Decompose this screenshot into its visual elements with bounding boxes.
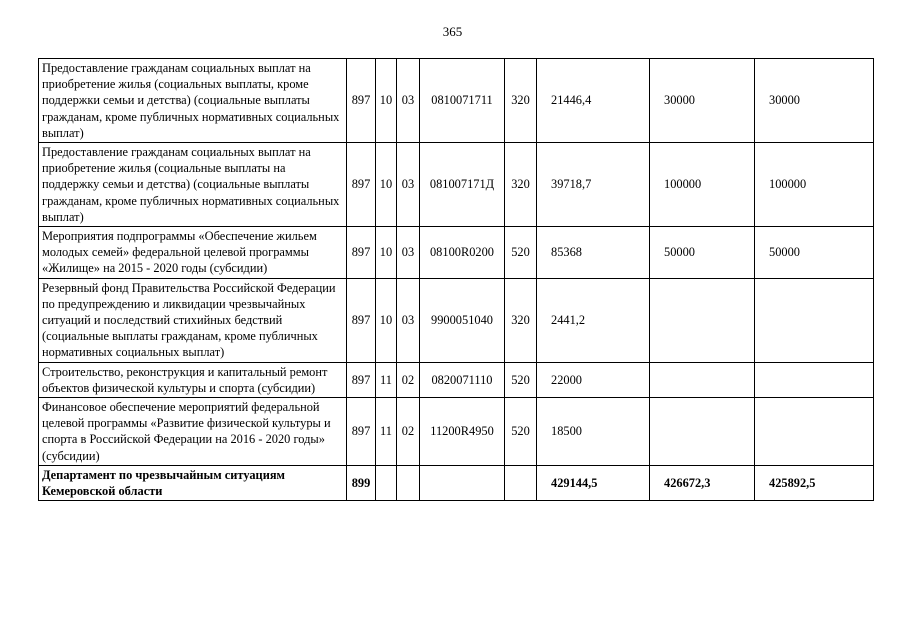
table-row: [39, 143, 874, 227]
cell-subsection: 02: [397, 362, 420, 397]
cell-amount-1: 21446,4: [537, 59, 650, 143]
cell-ministry: 897: [347, 398, 376, 466]
cell-target: [420, 465, 505, 500]
cell-name: Резервный фонд Правительства Российской Федерации по предупреждению и ликвидации чрезвычайных ситуаций и последствий стихийных бедствий (социальные выплаты гражданам, кроме публичных нормативных социальных выплат): [39, 278, 347, 362]
cell-amount-1: 39718,7: [537, 143, 650, 227]
cell-section: 10: [376, 143, 397, 227]
page-number: 365: [442, 24, 463, 39]
table-row: [39, 278, 874, 362]
cell-name: Предоставление гражданам социальных выплат на приобретение жилья (социальные выплаты на поддержку семьи и детства) (социальные выплаты гражданам, кроме публичных нормативных социальных выплат): [39, 143, 347, 227]
cell-amount-1: 22000: [537, 362, 650, 397]
cell-subsection: 03: [397, 278, 420, 362]
cell-ministry: 897: [347, 59, 376, 143]
cell-amount-1: 85368: [537, 227, 650, 279]
cell-amount-3: [755, 398, 874, 466]
cell-ministry: 899: [347, 465, 376, 500]
cell-expense-type: [505, 465, 537, 500]
budget-table: [38, 58, 874, 501]
cell-section: 11: [376, 398, 397, 466]
cell-ministry: 897: [347, 227, 376, 279]
cell-section: [376, 465, 397, 500]
cell-amount-3: 100000: [755, 143, 874, 227]
cell-amount-2: 50000: [650, 227, 755, 279]
cell-target: 0820071110: [420, 362, 505, 397]
department-total-row: [39, 465, 874, 500]
cell-expense-type: 520: [505, 227, 537, 279]
cell-amount-3: 50000: [755, 227, 874, 279]
table-row: [39, 227, 874, 279]
cell-amount-3: 425892,5: [755, 465, 874, 500]
cell-name: Мероприятия подпрограммы «Обеспечение жильем молодых семей» федеральной целевой программы «Жилище» на 2015 - 2020 годы (субсидии): [39, 227, 347, 279]
cell-subsection: 03: [397, 227, 420, 279]
cell-amount-1: 2441,2: [537, 278, 650, 362]
cell-target: 0810071711: [420, 59, 505, 143]
cell-subsection: 03: [397, 59, 420, 143]
table-row: [39, 59, 874, 143]
cell-amount-2: [650, 398, 755, 466]
cell-name: Финансовое обеспечение мероприятий федеральной целевой программы «Развитие физической культуры и спорта в Российской Федерации на 2016 - 2020 годы» (субсидии): [39, 398, 347, 466]
cell-ministry: 897: [347, 143, 376, 227]
cell-amount-2: 100000: [650, 143, 755, 227]
cell-amount-2: 30000: [650, 59, 755, 143]
cell-target: 9900051040: [420, 278, 505, 362]
cell-subsection: 03: [397, 143, 420, 227]
cell-expense-type: 320: [505, 278, 537, 362]
cell-name: Строительство, реконструкция и капитальный ремонт объектов физической культуры и спорта (субсидии): [39, 362, 347, 397]
table-row: [39, 398, 874, 466]
cell-subsection: [397, 465, 420, 500]
cell-target: 08100R0200: [420, 227, 505, 279]
table-row: [39, 362, 874, 397]
cell-subsection: 02: [397, 398, 420, 466]
cell-amount-3: 30000: [755, 59, 874, 143]
cell-amount-1: 18500: [537, 398, 650, 466]
cell-expense-type: 320: [505, 143, 537, 227]
cell-amount-1: 429144,5: [537, 465, 650, 500]
cell-amount-3: [755, 362, 874, 397]
cell-target: 081007171Д: [420, 143, 505, 227]
cell-amount-2: [650, 362, 755, 397]
cell-name: Предоставление гражданам социальных выплат на приобретение жилья (социальных выплаты, кроме поддержки семьи и детства) (социальные выплаты гражданам, кроме публичных нормативных социальных выплат): [39, 59, 347, 143]
budget-table-body: [39, 59, 874, 501]
cell-target: 11200R4950: [420, 398, 505, 466]
cell-section: 10: [376, 227, 397, 279]
cell-ministry: 897: [347, 278, 376, 362]
cell-ministry: 897: [347, 362, 376, 397]
cell-amount-2: 426672,3: [650, 465, 755, 500]
cell-amount-2: [650, 278, 755, 362]
cell-section: 10: [376, 59, 397, 143]
cell-expense-type: 520: [505, 398, 537, 466]
cell-amount-3: [755, 278, 874, 362]
cell-expense-type: 520: [505, 362, 537, 397]
cell-section: 11: [376, 362, 397, 397]
cell-section: 10: [376, 278, 397, 362]
cell-name: Департамент по чрезвычайным ситуациям Кемеровской области: [39, 465, 347, 500]
cell-expense-type: 320: [505, 59, 537, 143]
